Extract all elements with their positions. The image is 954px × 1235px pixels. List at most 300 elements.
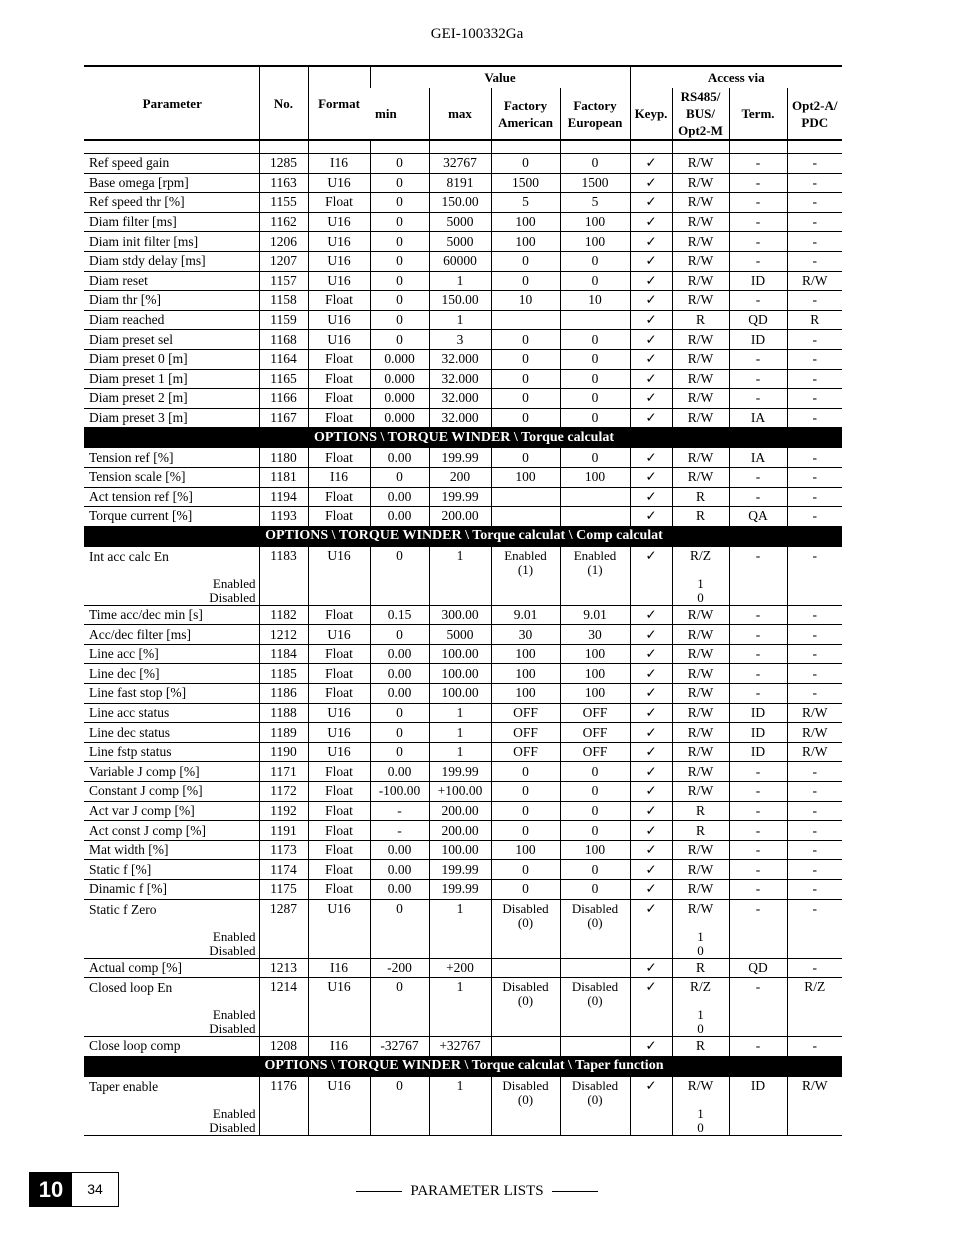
param-max: +200 xyxy=(429,958,491,978)
param-format: Float xyxy=(308,880,370,900)
keypad-check-icon: ✓ xyxy=(630,507,672,527)
param-max: 5000 xyxy=(429,212,491,232)
param-format: U16 xyxy=(308,330,370,350)
param-term-access: - xyxy=(729,684,787,704)
param-max: 300.00 xyxy=(429,605,491,625)
param-format: U16 xyxy=(308,742,370,762)
param-name: Torque current [%] xyxy=(84,507,259,527)
param-min: 0.00 xyxy=(370,840,429,860)
param-factory-american: 0 xyxy=(491,349,560,369)
section-title: OPTIONS \ TORQUE WINDER \ Torque calculat \ Comp calculat xyxy=(84,526,842,546)
param-term-access: QA xyxy=(729,507,787,527)
param-opt-access: R xyxy=(787,310,842,330)
param-min: 0.00 xyxy=(370,880,429,900)
param-format: Float xyxy=(308,369,370,389)
table-row xyxy=(84,840,842,860)
param-min: -100.00 xyxy=(370,782,429,802)
param-opt-access: - xyxy=(787,232,842,252)
param-bus-access: R/W xyxy=(672,212,729,232)
keypad-check-icon: ✓ xyxy=(630,212,672,232)
param-factory-european xyxy=(560,507,630,527)
param-format: Float xyxy=(308,349,370,369)
param-bus-access: R xyxy=(672,821,729,841)
param-format: U16 xyxy=(308,251,370,271)
param-no: 1206 xyxy=(259,232,308,252)
param-opt-access: R/W xyxy=(787,742,842,762)
table-row xyxy=(84,212,842,232)
param-bus-access: R/W xyxy=(672,291,729,311)
param-bus-access: R/W xyxy=(672,193,729,213)
option-enabled: Enabled xyxy=(212,1007,256,1023)
param-name: Diam preset 3 [m] xyxy=(84,408,259,428)
keypad-check-icon: ✓ xyxy=(630,251,672,271)
param-factory-european: Disabled (0) xyxy=(560,899,630,958)
param-opt-access: - xyxy=(787,958,842,978)
param-min: 0 xyxy=(370,154,429,174)
param-factory-american: 10 xyxy=(491,291,560,311)
header-no: No. xyxy=(259,66,308,140)
footer-rule-left xyxy=(356,1191,402,1192)
param-no: 1164 xyxy=(259,349,308,369)
param-factory-american: OFF xyxy=(491,742,560,762)
param-factory-american: 0 xyxy=(491,251,560,271)
table-row xyxy=(84,978,842,1037)
param-no: 1207 xyxy=(259,251,308,271)
table-row xyxy=(84,448,842,468)
param-bus-access: R/W xyxy=(672,644,729,664)
param-max: +32767 xyxy=(429,1037,491,1057)
param-factory-american: 100 xyxy=(491,644,560,664)
keypad-check-icon: ✓ xyxy=(630,978,672,1037)
param-name: Diam preset 1 [m] xyxy=(84,369,259,389)
param-bus-access: R/W xyxy=(672,232,729,252)
param-no: 1186 xyxy=(259,684,308,704)
param-bus-access: R/W xyxy=(672,782,729,802)
param-bus-access: R/W 1 0 xyxy=(672,1076,729,1135)
table-row xyxy=(84,801,842,821)
param-factory-american: 0 xyxy=(491,782,560,802)
param-min: 0 xyxy=(370,271,429,291)
param-no: 1176 xyxy=(259,1076,308,1135)
header-keyp: Keyp. xyxy=(630,88,672,140)
param-name: Static f [%] xyxy=(84,860,259,880)
keypad-check-icon: ✓ xyxy=(630,154,672,174)
param-bus-access: R/W xyxy=(672,684,729,704)
table-row xyxy=(84,821,842,841)
param-max: 150.00 xyxy=(429,193,491,213)
param-opt-access: - xyxy=(787,154,842,174)
param-format: U16 xyxy=(308,1076,370,1135)
footer-title: PARAMETER LISTS xyxy=(0,1183,954,1200)
param-max: 100.00 xyxy=(429,664,491,684)
param-opt-access: R/W xyxy=(787,271,842,291)
param-no: 1157 xyxy=(259,271,308,291)
param-format: Float xyxy=(308,408,370,428)
param-min: 0 xyxy=(370,467,429,487)
table-row xyxy=(84,389,842,409)
keypad-check-icon: ✓ xyxy=(630,821,672,841)
param-max: 1 xyxy=(429,899,491,958)
param-format: U16 xyxy=(308,899,370,958)
param-no: 1184 xyxy=(259,644,308,664)
keypad-check-icon: ✓ xyxy=(630,193,672,213)
param-opt-access: - xyxy=(787,193,842,213)
param-factory-european: 0 xyxy=(560,251,630,271)
param-max: 32767 xyxy=(429,154,491,174)
param-bus-access: R/W xyxy=(672,880,729,900)
param-max: 3 xyxy=(429,330,491,350)
param-factory-european: 1500 xyxy=(560,173,630,193)
keypad-check-icon: ✓ xyxy=(630,467,672,487)
param-min: - xyxy=(370,821,429,841)
param-factory-american: 0 xyxy=(491,762,560,782)
param-no: 1171 xyxy=(259,762,308,782)
param-factory-american: 100 xyxy=(491,684,560,704)
header-parameter: Parameter xyxy=(84,66,259,140)
param-factory-european: 0 xyxy=(560,801,630,821)
keypad-check-icon: ✓ xyxy=(630,389,672,409)
param-factory-american: 9.01 xyxy=(491,605,560,625)
table-row xyxy=(84,369,842,389)
param-no: 1168 xyxy=(259,330,308,350)
param-max: 1 xyxy=(429,546,491,605)
param-opt-access: - xyxy=(787,546,842,605)
param-bus-access: R/W xyxy=(672,605,729,625)
keypad-check-icon: ✓ xyxy=(630,546,672,605)
header-max: max xyxy=(429,88,491,140)
param-bus-access: R xyxy=(672,958,729,978)
param-format: Float xyxy=(308,762,370,782)
keypad-check-icon: ✓ xyxy=(630,369,672,389)
param-opt-access: - xyxy=(787,605,842,625)
option-disabled: Disabled xyxy=(209,942,256,958)
param-term-access: - xyxy=(729,880,787,900)
param-min: 0 xyxy=(370,291,429,311)
table-row xyxy=(84,546,842,605)
param-factory-american xyxy=(491,958,560,978)
param-format: U16 xyxy=(308,723,370,743)
header-min: min xyxy=(370,88,429,140)
param-term-access: - xyxy=(729,860,787,880)
param-term-access: - xyxy=(729,821,787,841)
param-factory-american: 0 xyxy=(491,801,560,821)
param-format: U16 xyxy=(308,232,370,252)
param-factory-american: 100 xyxy=(491,212,560,232)
param-bus-access: R/W xyxy=(672,271,729,291)
param-opt-access: - xyxy=(787,625,842,645)
param-no: 1183 xyxy=(259,546,308,605)
param-max: 200 xyxy=(429,467,491,487)
param-name: Taper enable Enabled Disabled xyxy=(84,1076,259,1135)
param-max: 1 xyxy=(429,1076,491,1135)
keypad-check-icon: ✓ xyxy=(630,880,672,900)
param-factory-american: 0 xyxy=(491,369,560,389)
param-factory-european: 100 xyxy=(560,840,630,860)
param-no: 1165 xyxy=(259,369,308,389)
param-name: Diam preset 2 [m] xyxy=(84,389,259,409)
table-row xyxy=(84,958,842,978)
table-row xyxy=(84,310,842,330)
param-name: Tension scale [%] xyxy=(84,467,259,487)
param-factory-european: 100 xyxy=(560,232,630,252)
param-max: 1 xyxy=(429,703,491,723)
param-max: 199.99 xyxy=(429,448,491,468)
param-term-access: QD xyxy=(729,310,787,330)
param-min: - xyxy=(370,801,429,821)
param-no: 1155 xyxy=(259,193,308,213)
param-term-access: - xyxy=(729,605,787,625)
param-opt-access: - xyxy=(787,840,842,860)
table-row xyxy=(84,664,842,684)
section-header xyxy=(84,526,842,546)
param-term-access: - xyxy=(729,389,787,409)
param-name: Diam stdy delay [ms] xyxy=(84,251,259,271)
param-term-access: ID xyxy=(729,271,787,291)
param-min: -200 xyxy=(370,958,429,978)
param-min: 0 xyxy=(370,899,429,958)
param-min: 0 xyxy=(370,193,429,213)
table-row xyxy=(84,271,842,291)
param-opt-access: - xyxy=(787,389,842,409)
param-factory-american: 0 xyxy=(491,271,560,291)
param-opt-access: - xyxy=(787,644,842,664)
param-bus-access: R/W xyxy=(672,448,729,468)
param-factory-european: 30 xyxy=(560,625,630,645)
param-no: 1208 xyxy=(259,1037,308,1057)
param-name: Diam reset xyxy=(84,271,259,291)
param-format: U16 xyxy=(308,271,370,291)
param-term-access: - xyxy=(729,291,787,311)
param-opt-access: - xyxy=(787,821,842,841)
param-format: Float xyxy=(308,684,370,704)
param-format: Float xyxy=(308,860,370,880)
param-min: 0 xyxy=(370,212,429,232)
param-format: Float xyxy=(308,193,370,213)
header-format: Format xyxy=(308,66,370,140)
param-bus-access: R/W xyxy=(672,173,729,193)
param-max: 199.99 xyxy=(429,880,491,900)
table-row xyxy=(84,860,842,880)
param-min: 0 xyxy=(370,1076,429,1135)
keypad-check-icon: ✓ xyxy=(630,684,672,704)
param-opt-access: - xyxy=(787,448,842,468)
param-bus-access: R/W 1 0 xyxy=(672,899,729,958)
param-term-access: - xyxy=(729,840,787,860)
keypad-check-icon: ✓ xyxy=(630,173,672,193)
param-opt-access: - xyxy=(787,1037,842,1057)
param-format: U16 xyxy=(308,546,370,605)
param-format: I16 xyxy=(308,467,370,487)
param-term-access: - xyxy=(729,173,787,193)
param-format: I16 xyxy=(308,958,370,978)
param-bus-access: R xyxy=(672,310,729,330)
param-format: U16 xyxy=(308,173,370,193)
param-max: 200.00 xyxy=(429,507,491,527)
param-min: 0 xyxy=(370,310,429,330)
param-term-access: - xyxy=(729,232,787,252)
keypad-check-icon: ✓ xyxy=(630,291,672,311)
keypad-check-icon: ✓ xyxy=(630,310,672,330)
param-format: I16 xyxy=(308,1037,370,1057)
param-bus-access: R/W xyxy=(672,840,729,860)
param-format: U16 xyxy=(308,625,370,645)
param-max: 60000 xyxy=(429,251,491,271)
param-term-access: ID xyxy=(729,742,787,762)
param-term-access: - xyxy=(729,487,787,507)
param-bus-access: R/Z 1 0 xyxy=(672,978,729,1037)
keypad-check-icon: ✓ xyxy=(630,782,672,802)
param-min: 0.000 xyxy=(370,408,429,428)
param-term-access: QD xyxy=(729,958,787,978)
param-bus-access: R/W xyxy=(672,467,729,487)
param-term-access: - xyxy=(729,369,787,389)
param-factory-european: OFF xyxy=(560,723,630,743)
param-opt-access: R/W xyxy=(787,703,842,723)
param-term-access: - xyxy=(729,1037,787,1057)
table-row xyxy=(84,1037,842,1057)
keypad-check-icon: ✓ xyxy=(630,860,672,880)
table-row xyxy=(84,782,842,802)
param-bus-access: R/W xyxy=(672,349,729,369)
table-row xyxy=(84,193,842,213)
param-factory-european: 5 xyxy=(560,193,630,213)
param-name: Closed loop En Enabled Disabled xyxy=(84,978,259,1037)
param-factory-european: Enabled (1) xyxy=(560,546,630,605)
param-bus-access: R xyxy=(672,801,729,821)
param-factory-american: Enabled (1) xyxy=(491,546,560,605)
param-term-access: - xyxy=(729,251,787,271)
table-row xyxy=(84,173,842,193)
param-opt-access: R/Z xyxy=(787,978,842,1037)
param-no: 1193 xyxy=(259,507,308,527)
keypad-check-icon: ✓ xyxy=(630,664,672,684)
param-format: I16 xyxy=(308,154,370,174)
param-max: 150.00 xyxy=(429,291,491,311)
param-min: 0 xyxy=(370,232,429,252)
param-min: 0 xyxy=(370,546,429,605)
param-min: 0.00 xyxy=(370,487,429,507)
param-term-access: - xyxy=(729,899,787,958)
parameter-table xyxy=(84,65,842,1136)
keypad-check-icon: ✓ xyxy=(630,1037,672,1057)
param-bus-access: R xyxy=(672,487,729,507)
param-max: 1 xyxy=(429,723,491,743)
param-min: 0.00 xyxy=(370,762,429,782)
param-name: Static f Zero Enabled Disabled xyxy=(84,899,259,958)
keypad-check-icon: ✓ xyxy=(630,605,672,625)
param-factory-european: 0 xyxy=(560,154,630,174)
param-format: Float xyxy=(308,644,370,664)
table-row xyxy=(84,880,842,900)
param-no: 1162 xyxy=(259,212,308,232)
param-min: 0.15 xyxy=(370,605,429,625)
option-enabled: Enabled xyxy=(212,575,256,591)
param-max: 100.00 xyxy=(429,840,491,860)
param-max: 100.00 xyxy=(429,684,491,704)
param-max: 1 xyxy=(429,978,491,1037)
param-opt-access: R/W xyxy=(787,723,842,743)
param-min: 0 xyxy=(370,978,429,1037)
param-factory-american: 5 xyxy=(491,193,560,213)
param-max: 199.99 xyxy=(429,860,491,880)
param-term-access: - xyxy=(729,154,787,174)
table-row xyxy=(84,487,842,507)
keypad-check-icon: ✓ xyxy=(630,899,672,958)
param-factory-american: 0 xyxy=(491,880,560,900)
section-header xyxy=(84,1056,842,1076)
param-no: 1213 xyxy=(259,958,308,978)
param-max: 32.000 xyxy=(429,389,491,409)
param-format: Float xyxy=(308,801,370,821)
header-opt2a: Opt2-A/ PDC xyxy=(787,88,842,140)
param-factory-european: 0 xyxy=(560,860,630,880)
param-opt-access: - xyxy=(787,330,842,350)
keypad-check-icon: ✓ xyxy=(630,625,672,645)
param-bus-access: R/Z 1 0 xyxy=(672,546,729,605)
param-no: 1166 xyxy=(259,389,308,409)
param-factory-american: 0 xyxy=(491,821,560,841)
table-row xyxy=(84,684,842,704)
table-row xyxy=(84,762,842,782)
param-factory-european: 0 xyxy=(560,408,630,428)
param-factory-european: 0 xyxy=(560,448,630,468)
param-opt-access: - xyxy=(787,487,842,507)
keypad-check-icon: ✓ xyxy=(630,801,672,821)
param-name: Actual comp [%] xyxy=(84,958,259,978)
param-opt-access: - xyxy=(787,467,842,487)
param-bus-access: R xyxy=(672,507,729,527)
param-bus-access: R/W xyxy=(672,389,729,409)
param-name: Constant J comp [%] xyxy=(84,782,259,802)
param-min: 0 xyxy=(370,330,429,350)
param-opt-access: - xyxy=(787,899,842,958)
param-factory-american: OFF xyxy=(491,723,560,743)
param-opt-access: - xyxy=(787,349,842,369)
param-min: 0.00 xyxy=(370,684,429,704)
param-min: 0 xyxy=(370,723,429,743)
param-min: -32767 xyxy=(370,1037,429,1057)
param-max: 200.00 xyxy=(429,821,491,841)
param-factory-american: 0 xyxy=(491,448,560,468)
chapter-number: 10 xyxy=(30,1173,72,1206)
param-no: 1190 xyxy=(259,742,308,762)
param-format: Float xyxy=(308,821,370,841)
param-max: 199.99 xyxy=(429,762,491,782)
param-format: Float xyxy=(308,605,370,625)
param-term-access: - xyxy=(729,546,787,605)
param-format: U16 xyxy=(308,212,370,232)
param-term-access: - xyxy=(729,644,787,664)
param-factory-american xyxy=(491,1037,560,1057)
table-row xyxy=(84,703,842,723)
param-no: 1214 xyxy=(259,978,308,1037)
param-opt-access: - xyxy=(787,212,842,232)
param-factory-european: 0 xyxy=(560,349,630,369)
table-row xyxy=(84,723,842,743)
param-max: 199.99 xyxy=(429,487,491,507)
param-no: 1185 xyxy=(259,664,308,684)
param-factory-european xyxy=(560,958,630,978)
param-bus-access: R/W xyxy=(672,723,729,743)
keypad-check-icon: ✓ xyxy=(630,742,672,762)
param-no: 1182 xyxy=(259,605,308,625)
param-max: 5000 xyxy=(429,232,491,252)
param-bus-access: R/W xyxy=(672,762,729,782)
param-term-access: - xyxy=(729,762,787,782)
table-row xyxy=(84,349,842,369)
param-opt-access: - xyxy=(787,369,842,389)
param-name: Diam reached xyxy=(84,310,259,330)
